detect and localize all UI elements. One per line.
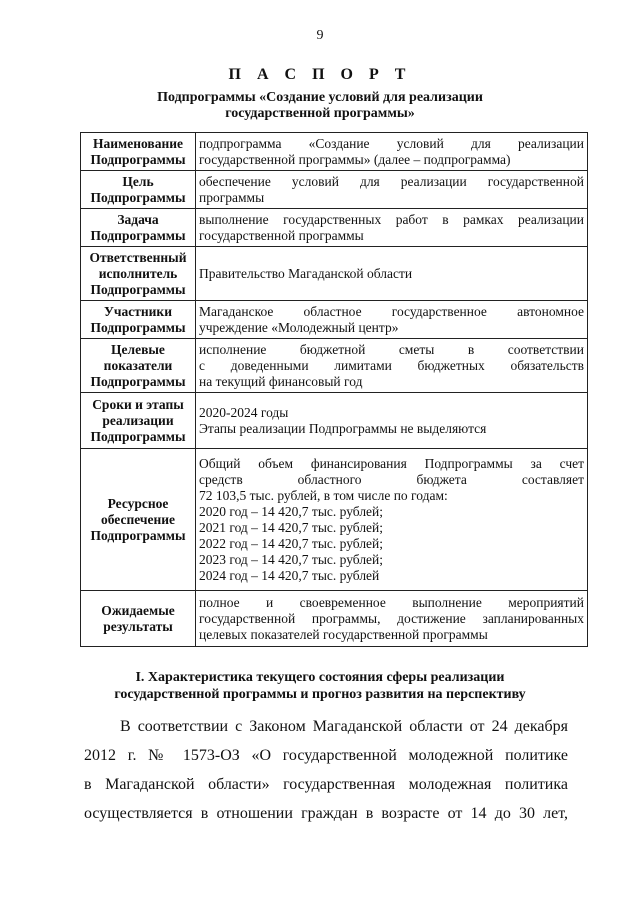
table-row [81,449,588,591]
passport-title: П А С П О Р Т [228,66,412,83]
label-line: Подпрограммы [90,373,186,389]
subtitle-line: Подпрограммы «Создание условий для реализации [157,90,483,105]
row-label [81,393,196,449]
label-line: Подпрограммы [90,281,186,297]
row-label [81,301,196,339]
value-line: средств областного бюджета составляет [199,471,584,487]
label-line: исполнитель [98,265,178,281]
row-value [196,393,588,449]
label-line: Ответственный [89,249,187,265]
value-line: на текущий финансовый год [199,373,363,389]
row-label [81,591,196,647]
value-line: Этапы реализации Подпрограммы не выделяются [199,420,487,436]
value-line: программы [199,189,265,205]
row-label [81,209,196,247]
label-line: Ресурсное [107,495,169,511]
value-line: полное и своевременное выполнение мероприятий [199,594,584,610]
row-label [81,247,196,301]
passport-subtitle [0,90,640,122]
table-row [81,247,588,301]
row-label [81,133,196,171]
value-line: 2020 год – 14 420,7 тыс. рублей; [199,503,384,519]
page-number: 9 [316,28,324,43]
label-line: Подпрограммы [90,151,186,167]
row-value [196,209,588,247]
row-label [81,449,196,591]
body-line: В соответствии с Законом Магаданской области от 24 декабря [120,718,568,735]
value-line: государственной программы» (далее – подпрограмма) [199,151,511,167]
body-line: в Магаданской области» государственная молодежная политика [84,776,568,793]
label-line: показатели [103,357,173,373]
label-line: Подпрограммы [90,319,186,335]
value-line: 2023 год – 14 420,7 тыс. рублей; [199,551,384,567]
row-value [196,301,588,339]
label-line: Сроки и этапы [92,396,184,412]
value-line: Магаданское областное государственное автономное [199,303,584,319]
label-line: Подпрограммы [90,189,186,205]
row-label [81,339,196,393]
row-value [196,339,588,393]
passport-table [80,132,588,647]
value-line: с доведенными лимитами бюджетных обязательств [199,357,584,373]
table-row [81,171,588,209]
value-line: 2024 год – 14 420,7 тыс. рублей [199,567,380,583]
row-label [81,171,196,209]
value-line: государственной программы, достижение запланированных [199,610,584,626]
table-row [81,209,588,247]
label-line: Ожидаемые [101,602,175,618]
row-value [196,591,588,647]
label-line: реализации [102,412,174,428]
section-heading [0,669,640,703]
value-line: выполнение государственных работ в рамках реализации [199,211,584,227]
row-value [196,247,588,301]
value-line: государственной программы [199,227,364,243]
table-row [81,301,588,339]
label-line: обеспечение [100,511,176,527]
value-line: целевых показателей государственной программы [199,626,488,642]
row-value [196,133,588,171]
label-line: Участники [103,303,172,319]
label-line: результаты [103,618,173,634]
table-row [81,339,588,393]
value-line: подпрограмма «Создание условий для реализации [199,135,584,151]
label-line: Задача [117,211,159,227]
body-line: осуществляется в отношении граждан в возрасте от 14 до 30 лет, [84,805,568,822]
body-paragraph [84,712,568,828]
row-value [196,449,588,591]
value-line: 2020-2024 годы [199,404,289,420]
label-line: Целевые [111,341,165,357]
label-line: Подпрограммы [90,227,186,243]
label-line: Цель [122,173,154,189]
row-value [196,171,588,209]
value-line: Общий объем финансирования Подпрограммы за счет [199,455,584,471]
section-heading-line: государственной программы и прогноз развития на перспективу [114,687,526,702]
label-line: Наименование [93,135,183,151]
value-line: 2021 год – 14 420,7 тыс. рублей; [199,519,384,535]
label-line: Подпрограммы [90,527,186,543]
value-line: исполнение бюджетной сметы в соответствии [199,341,584,357]
section-heading-line: I. Характеристика текущего состояния сферы реализации [135,670,505,685]
table-row [81,591,588,647]
table-row [81,393,588,449]
value-line: 72 103,5 тыс. рублей, в том числе по годам: [199,487,448,503]
subtitle-line: государственной программы» [225,106,415,121]
value-line: обеспечение условий для реализации государственной [199,173,584,189]
body-line: 2012 г. № 1573-ОЗ «О государственной молодежной политике [84,747,568,764]
value-line: учреждение «Молодежный центр» [199,319,399,335]
value-line: 2022 год – 14 420,7 тыс. рублей; [199,535,384,551]
value-line: Правительство Магаданской области [199,265,413,281]
label-line: Подпрограммы [90,428,186,444]
table-row [81,133,588,171]
